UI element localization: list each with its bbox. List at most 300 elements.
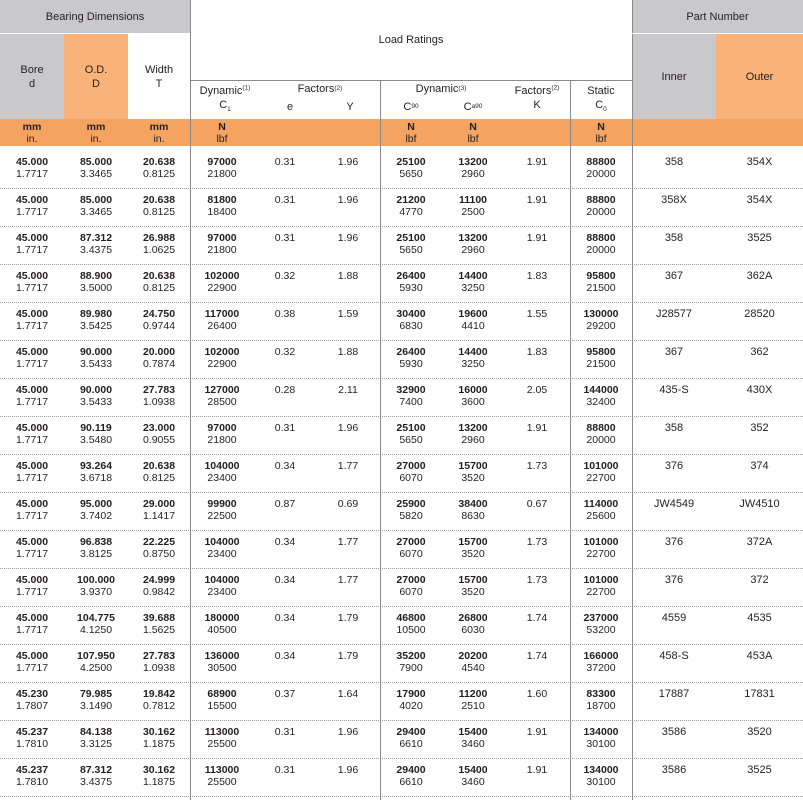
c0-cell [570, 270, 632, 294]
od-imperial: 3.5433 [79, 396, 113, 408]
ca90-unit: N lbf [467, 121, 479, 145]
od-cell [64, 308, 128, 332]
od-metric: 87.312 [79, 232, 113, 244]
ca90-metric: 15700 [458, 460, 488, 472]
c1-cell [190, 574, 254, 598]
bore-cell [0, 460, 64, 484]
od-cell [64, 270, 128, 294]
c0-metric: 134000 [583, 726, 619, 738]
c1-cell [190, 460, 254, 484]
width-metric: 30.162 [142, 764, 176, 776]
dynamic1-label: Dynamic [199, 85, 243, 97]
ca90-metric: 14400 [458, 346, 488, 358]
c90-metric: 21200 [396, 194, 426, 206]
bore-metric: 45.000 [15, 346, 49, 358]
outer-cell: 3520 [747, 726, 772, 738]
k-cell: 1.91 [526, 194, 548, 206]
ca90-imperial: 3520 [461, 586, 485, 598]
ca90-imperial: 3460 [461, 738, 485, 750]
outer-cell: 430X [746, 384, 773, 396]
od-metric: 90.000 [79, 346, 113, 358]
c1-imperial: 15500 [207, 700, 237, 712]
c90-metric: 26400 [396, 270, 426, 282]
c0-cell [570, 574, 632, 598]
c90-metric: 25900 [396, 498, 426, 510]
width-metric: 20.638 [142, 270, 176, 282]
ca90-cell [442, 650, 504, 674]
bore-unit: mm in. [22, 121, 42, 145]
od-imperial: 4.1250 [79, 624, 113, 636]
width-cell [128, 194, 190, 218]
od-cell [64, 536, 128, 560]
c0-imperial: 22700 [586, 586, 616, 598]
divider [190, 0, 191, 800]
k-cell: 1.60 [526, 688, 548, 700]
c1-cell [190, 308, 254, 332]
c90-imperial: 5930 [399, 282, 423, 294]
od-metric: 90.119 [80, 422, 112, 434]
c90-cell [380, 536, 442, 560]
c0-cell [570, 156, 632, 180]
c0-imperial: 22700 [586, 548, 616, 560]
c0-metric: 237000 [583, 612, 619, 624]
c0-metric: 95800 [586, 346, 616, 358]
c1-imperial: 23400 [207, 586, 237, 598]
factors2b-label: Factors [514, 85, 552, 97]
width-imperial: 0.8750 [142, 548, 176, 560]
bore-imperial: 1.7807 [15, 700, 49, 712]
bore-imperial: 1.7717 [15, 396, 49, 408]
c90-cell [380, 346, 442, 370]
k-cell: 1.91 [526, 764, 548, 776]
ca90-imperial: 6030 [461, 624, 485, 636]
od-metric: 90.000 [79, 384, 113, 396]
k-cell: 0.67 [526, 498, 548, 510]
bore-metric: 45.230 [15, 688, 49, 700]
c0-metric: 130000 [583, 308, 619, 320]
c90-imperial: 10500 [396, 624, 426, 636]
od-metric: 84.138 [79, 726, 113, 738]
width-cell [128, 156, 190, 180]
od-cell [64, 422, 128, 446]
bore-metric: 45.000 [15, 650, 49, 662]
bore-metric: 45.237 [15, 764, 49, 776]
c0-cell [570, 308, 632, 332]
c0-cell [570, 384, 632, 408]
divider [632, 33, 803, 34]
od-unit: mm in. [86, 121, 106, 145]
inner-cell: 4559 [661, 612, 687, 624]
c90-imperial: 7400 [399, 396, 423, 408]
inner-cell: 3586 [661, 726, 687, 738]
c1-cell [190, 422, 254, 446]
ca90-imperial: 3250 [461, 282, 485, 294]
inner-label: Inner [661, 70, 687, 83]
ca90-imperial: 3520 [461, 472, 485, 484]
c1-cell [190, 232, 254, 256]
od-imperial: 3.6718 [79, 472, 113, 484]
c90-imperial: 5820 [399, 510, 423, 522]
bore-metric: 45.237 [15, 726, 49, 738]
bore-imperial: 1.7717 [15, 472, 49, 484]
ca90-cell [442, 688, 504, 712]
c1-cell [190, 156, 254, 180]
y-label: Y [346, 101, 354, 113]
c90-imperial: 6610 [399, 776, 423, 788]
y-cell: 1.64 [337, 688, 359, 700]
c1-imperial: 25500 [207, 776, 237, 788]
bore-metric: 45.000 [15, 460, 49, 472]
od-imperial: 3.9370 [79, 586, 113, 598]
inner-cell: 435-S [659, 384, 689, 396]
width-metric: 20.638 [142, 156, 176, 168]
od-cell [64, 574, 128, 598]
ca90-metric: 15400 [458, 764, 488, 776]
outer-cell: 372A [746, 536, 773, 548]
y-cell: 1.96 [337, 764, 359, 776]
c1-cell [190, 384, 254, 408]
bore-cell [0, 156, 64, 180]
od-imperial: 3.5000 [79, 282, 113, 294]
e-cell: 0.38 [274, 308, 296, 320]
bore-label: Bore [20, 63, 44, 76]
ca90-metric: 15400 [458, 726, 488, 738]
ca90-imperial: 3460 [461, 776, 485, 788]
c1-imperial: 23400 [207, 472, 237, 484]
ca90-imperial: 3520 [461, 548, 485, 560]
bore-cell [0, 194, 64, 218]
width-imperial: 0.8125 [142, 472, 176, 484]
e-cell: 0.34 [274, 460, 296, 472]
outer-cell: 354X [746, 156, 773, 168]
c90-metric: 29400 [396, 764, 426, 776]
c1-imperial: 30500 [207, 662, 237, 674]
outer-cell: 362A [746, 270, 773, 282]
c1-metric: 102000 [204, 270, 240, 282]
od-cell [64, 650, 128, 674]
inner-cell: 358X [661, 194, 687, 206]
divider [190, 80, 632, 81]
c0-metric: 83300 [586, 688, 616, 700]
c1-imperial: 21800 [207, 244, 237, 256]
bore-metric: 45.000 [15, 194, 49, 206]
bore-metric: 45.000 [15, 574, 49, 586]
bore-metric: 45.000 [15, 270, 49, 282]
width-imperial: 0.8125 [142, 168, 176, 180]
od-cell [64, 232, 128, 256]
od-cell [64, 612, 128, 636]
outer-cell: 3525 [747, 232, 772, 244]
od-imperial: 3.4375 [79, 776, 113, 788]
y-cell: 1.77 [337, 536, 359, 548]
width-unit: mm in. [149, 121, 169, 145]
table-row [0, 606, 803, 645]
table-row [0, 492, 803, 531]
bore-imperial: 1.7810 [15, 776, 49, 788]
bore-imperial: 1.7717 [15, 586, 49, 598]
inner-cell: 376 [664, 574, 684, 586]
c0-imperial: 18700 [586, 700, 616, 712]
c90-imperial: 4020 [399, 700, 423, 712]
c0-symbol: C [595, 99, 604, 111]
e-cell: 0.37 [274, 688, 296, 700]
c0-subscript: 0 [603, 106, 607, 114]
od-header [64, 34, 128, 119]
c90-cell [380, 384, 442, 408]
c90-metric: 29400 [396, 726, 426, 738]
inner-cell: 367 [664, 270, 684, 282]
outer-cell: JW4510 [739, 498, 780, 510]
od-metric: 95.000 [79, 498, 113, 510]
c0-imperial: 20000 [586, 206, 616, 218]
od-imperial: 3.3465 [79, 206, 113, 218]
width-metric: 39.688 [142, 612, 176, 624]
bore-imperial: 1.7717 [15, 320, 49, 332]
od-metric: 93.264 [79, 460, 113, 472]
table-row [0, 340, 803, 379]
k-cell: 1.91 [526, 726, 548, 738]
divider [632, 0, 633, 800]
table-row [0, 416, 803, 455]
bore-imperial: 1.7717 [15, 510, 49, 522]
bore-cell [0, 726, 64, 750]
bore-imperial: 1.7717 [15, 662, 49, 674]
c1-cell [190, 194, 254, 218]
c90-cell [380, 156, 442, 180]
inner-cell: 17887 [658, 688, 690, 700]
table-row [0, 264, 803, 303]
ca90-imperial: 2960 [461, 168, 485, 180]
c90-cell [380, 270, 442, 294]
ca90-cell [442, 346, 504, 370]
od-metric: 87.312 [79, 764, 113, 776]
outer-cell: 362 [750, 346, 769, 358]
od-imperial: 3.5425 [79, 320, 113, 332]
width-cell [128, 232, 190, 256]
e-cell: 0.31 [274, 194, 296, 206]
c90-imperial: 5650 [399, 244, 423, 256]
inner-cell: 376 [664, 460, 684, 472]
c90-cell [380, 574, 442, 598]
k-cell: 1.73 [526, 574, 548, 586]
c1-unit: N lbf [216, 121, 228, 145]
c90-imperial: 6070 [399, 472, 423, 484]
outer-cell: 372 [750, 574, 769, 586]
width-imperial: 0.9842 [142, 586, 176, 598]
y-cell: 1.79 [337, 650, 359, 662]
c0-cell [570, 346, 632, 370]
e-cell: 0.32 [274, 346, 296, 358]
od-imperial: 3.7402 [79, 510, 113, 522]
width-cell [128, 422, 190, 446]
ca90-imperial: 2500 [461, 206, 485, 218]
c90-imperial: 5650 [399, 434, 423, 446]
k-label: K [533, 99, 541, 111]
od-cell [64, 498, 128, 522]
c1-imperial: 40500 [207, 624, 237, 636]
c90-metric: 17900 [396, 688, 426, 700]
c90-header: C 90 [403, 101, 419, 113]
c90-imperial: 7900 [399, 662, 423, 674]
c90-cell [380, 422, 442, 446]
c1-imperial: 22900 [207, 358, 237, 370]
ca90-cell [442, 270, 504, 294]
c90-imperial: 5930 [399, 358, 423, 370]
c1-metric: 104000 [204, 460, 240, 472]
ca90-cell [442, 726, 504, 750]
e-cell: 0.31 [274, 764, 296, 776]
e-cell: 0.31 [274, 422, 296, 434]
c90-metric: 25100 [396, 422, 426, 434]
c0-imperial: 29200 [586, 320, 616, 332]
od-imperial: 3.3125 [79, 738, 113, 750]
k-cell: 1.83 [526, 270, 548, 282]
c90-cell [380, 498, 442, 522]
c1-imperial: 22900 [207, 282, 237, 294]
c1-cell [190, 536, 254, 560]
width-imperial: 1.1875 [142, 776, 176, 788]
c1-imperial: 28500 [207, 396, 237, 408]
ca90-cell [442, 764, 504, 788]
od-symbol: D [92, 77, 100, 90]
ca90-metric: 26800 [458, 612, 488, 624]
c1-imperial: 21800 [207, 168, 237, 180]
width-cell [128, 612, 190, 636]
c1-cell [190, 612, 254, 636]
width-cell [128, 764, 190, 788]
c90-metric: 32900 [396, 384, 426, 396]
bore-imperial: 1.7717 [15, 358, 49, 370]
c0-cell [570, 726, 632, 750]
c90-imperial: 5650 [399, 168, 423, 180]
e-cell: 0.31 [274, 726, 296, 738]
inner-cell: JW4549 [653, 498, 695, 510]
c90-metric: 25100 [396, 232, 426, 244]
bore-imperial: 1.7717 [15, 282, 49, 294]
inner-cell: 458-S [659, 650, 689, 662]
od-cell [64, 346, 128, 370]
width-cell [128, 308, 190, 332]
c90-unit: N lbf [405, 121, 417, 145]
c0-imperial: 22700 [586, 472, 616, 484]
c0-imperial: 53200 [586, 624, 616, 636]
c1-metric: 117000 [204, 308, 240, 320]
width-metric: 19.842 [142, 688, 176, 700]
width-imperial: 1.0938 [142, 396, 176, 408]
c90-imperial: 6830 [399, 320, 423, 332]
c0-imperial: 21500 [586, 358, 616, 370]
c90-metric: 46800 [396, 612, 426, 624]
c0-imperial: 25600 [586, 510, 616, 522]
inner-cell: 367 [664, 346, 684, 358]
y-cell: 1.77 [337, 574, 359, 586]
part-number-header [632, 0, 803, 34]
ca90-imperial: 2960 [461, 434, 485, 446]
ca90-cell [442, 422, 504, 446]
bore-metric: 45.000 [15, 422, 49, 434]
outer-cell: 3525 [747, 764, 772, 776]
y-cell: 1.96 [337, 156, 359, 168]
e-header [260, 98, 320, 116]
width-label: Width [144, 63, 174, 76]
ca90-metric: 14400 [458, 270, 488, 282]
k-cell: 1.91 [526, 422, 548, 434]
c1-imperial: 23400 [207, 548, 237, 560]
ca90-metric: 15700 [458, 574, 488, 586]
width-cell [128, 346, 190, 370]
table-row [0, 188, 803, 227]
c90-cell [380, 194, 442, 218]
table-row [0, 378, 803, 417]
width-cell [128, 384, 190, 408]
c90-imperial: 6070 [399, 586, 423, 598]
c0-imperial: 30100 [586, 738, 616, 750]
ca90-imperial: 3600 [461, 396, 485, 408]
ca90-imperial: 2960 [461, 244, 485, 256]
y-cell: 1.96 [337, 726, 359, 738]
ca90-cell [442, 156, 504, 180]
e-cell: 0.31 [274, 156, 296, 168]
factors2b-note: (2) [551, 84, 560, 92]
c0-metric: 88800 [586, 232, 616, 244]
width-imperial: 1.1875 [142, 738, 176, 750]
bore-imperial: 1.7717 [15, 206, 49, 218]
bore-metric: 45.000 [15, 384, 49, 396]
c0-unit: N lbf [595, 121, 607, 145]
k-cell: 1.91 [526, 156, 548, 168]
table-row [0, 530, 803, 569]
table-row [0, 568, 803, 607]
ca90-imperial: 8630 [461, 510, 485, 522]
od-imperial: 3.4375 [79, 244, 113, 256]
c1-imperial: 21800 [207, 434, 237, 446]
e-cell: 0.87 [274, 498, 296, 510]
outer-cell: 28520 [744, 308, 775, 320]
od-imperial: 3.3465 [79, 168, 113, 180]
c0-metric: 101000 [583, 536, 619, 548]
c1-imperial: 22500 [207, 510, 237, 522]
od-imperial: 3.1490 [79, 700, 113, 712]
c90-cell [380, 650, 442, 674]
inner-cell: 358 [664, 422, 684, 434]
bore-imperial: 1.7717 [15, 548, 49, 560]
bore-symbol: d [28, 77, 36, 90]
divider [570, 80, 571, 800]
c1-cell [190, 726, 254, 750]
bore-imperial: 1.7717 [15, 434, 49, 446]
bore-metric: 45.000 [15, 498, 49, 510]
bore-metric: 45.000 [15, 232, 49, 244]
ca90-symbol: C [463, 101, 472, 113]
table-row [0, 302, 803, 341]
y-cell: 1.88 [337, 270, 359, 282]
bore-metric: 45.000 [15, 536, 49, 548]
c0-cell [570, 232, 632, 256]
c90-metric: 27000 [396, 574, 426, 586]
divider [380, 80, 381, 800]
inner-cell: J28577 [655, 308, 693, 320]
od-cell [64, 688, 128, 712]
width-imperial: 0.7874 [142, 358, 176, 370]
ca90-cell [442, 194, 504, 218]
outer-cell: 4535 [747, 612, 772, 624]
c0-metric: 101000 [583, 460, 619, 472]
bore-imperial: 1.7717 [15, 244, 49, 256]
bore-metric: 45.000 [15, 308, 49, 320]
c0-imperial: 20000 [586, 244, 616, 256]
y-cell: 1.96 [337, 422, 359, 434]
width-metric: 29.000 [142, 498, 176, 510]
